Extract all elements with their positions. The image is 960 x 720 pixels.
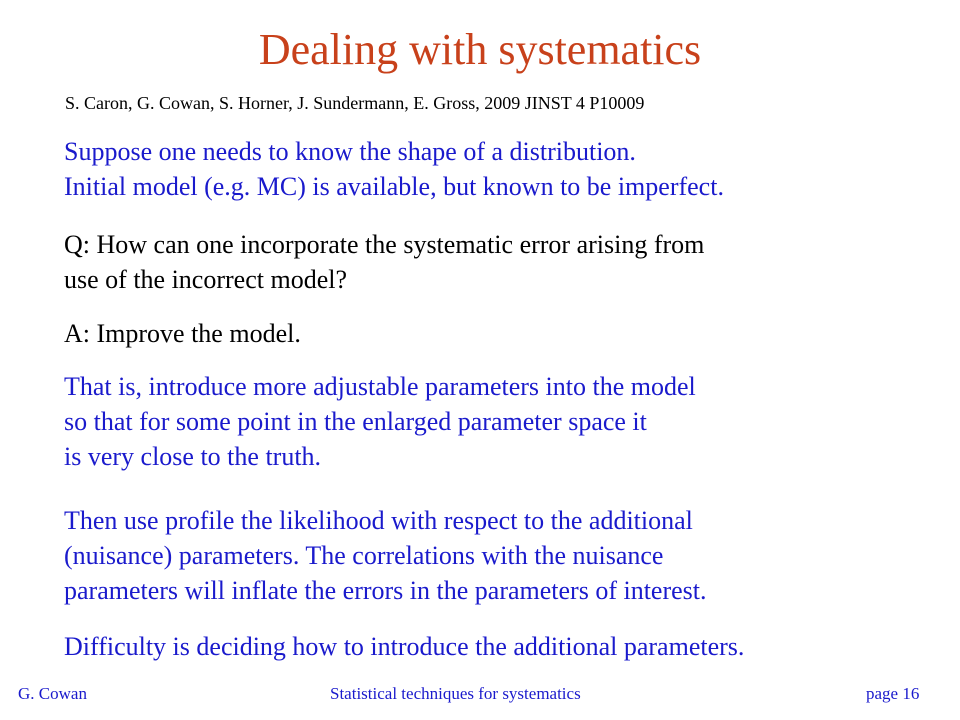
paragraph-line: Then use profile the likelihood with respect to the additional bbox=[64, 506, 693, 535]
paragraph-line: is very close to the truth. bbox=[64, 442, 322, 471]
citation: S. Caron, G. Cowan, S. Horner, J. Sundermann, E. Gross, 2009 JINST 4 P10009 bbox=[65, 93, 645, 113]
paragraph-line: use of the incorrect model? bbox=[64, 265, 347, 294]
paragraph-line: A: Improve the model. bbox=[64, 319, 301, 348]
paragraph-profile-likelihood bbox=[64, 503, 707, 608]
paragraph-line: (nuisance) parameters. The correlations with the nuisance bbox=[64, 541, 664, 570]
paragraph-line: so that for some point in the enlarged parameter space it bbox=[64, 407, 647, 436]
paragraph-line: parameters will inflate the errors in the parameters of interest. bbox=[64, 576, 707, 605]
footer-course: Statistical techniques for systematics bbox=[330, 684, 581, 703]
paragraph-intro bbox=[64, 134, 724, 204]
paragraph-question bbox=[64, 227, 704, 297]
footer-page-number: page 16 bbox=[866, 684, 920, 703]
paragraph-line: Q: How can one incorporate the systematic error arising from bbox=[64, 230, 705, 259]
slide-title: Dealing with systematics bbox=[258, 25, 702, 74]
paragraph-answer bbox=[64, 316, 301, 351]
footer-author: G. Cowan bbox=[18, 684, 87, 703]
paragraph-explanation bbox=[64, 369, 696, 474]
paragraph-line: Difficulty is deciding how to introduce the additional parameters. bbox=[64, 632, 745, 661]
paragraph-line: That is, introduce more adjustable parameters into the model bbox=[64, 372, 696, 401]
paragraph-line: Initial model (e.g. MC) is available, but known to be imperfect. bbox=[64, 172, 724, 201]
paragraph-difficulty bbox=[64, 629, 744, 664]
paragraph-line: Suppose one needs to know the shape of a distribution. bbox=[64, 137, 636, 166]
